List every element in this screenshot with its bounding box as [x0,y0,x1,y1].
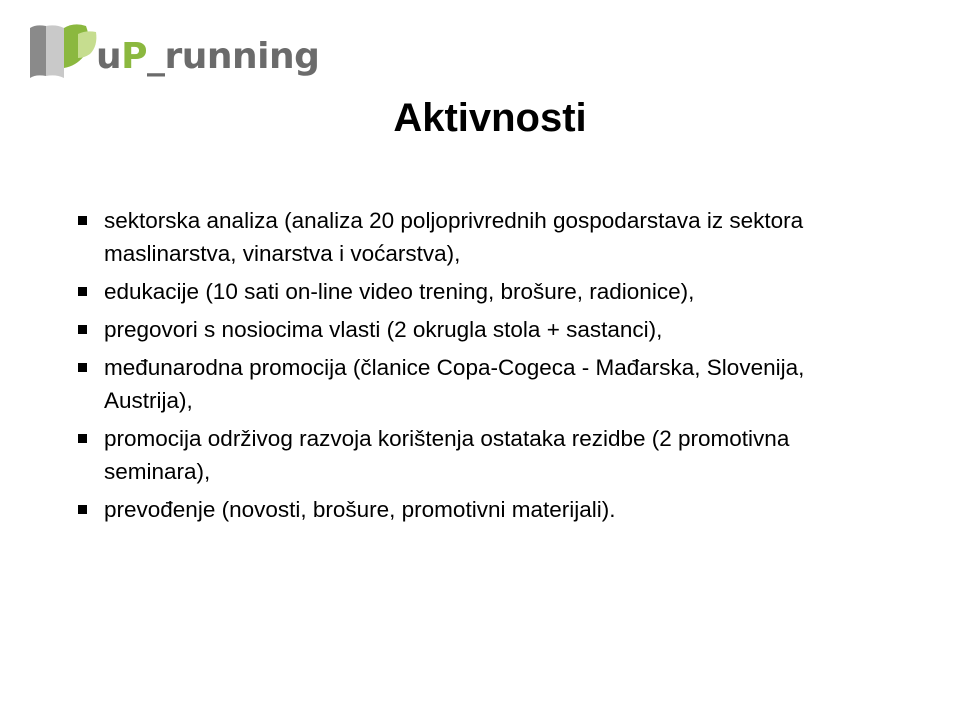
bullet-text: prevođenje (novosti, brošure, promotivni materijali). [104,497,616,522]
uprunning-wordmark [96,36,320,77]
bullet-item [74,493,814,526]
wordmark-prefix: u [96,36,122,77]
bullet-text: pregovori s nosiocima vlasti (2 okrugla stola + sastanci), [104,317,663,342]
bullet-text: sektorska analiza (analiza 20 poljoprivrednih gospodarstava iz sektora maslinarstva, vinarstva i voćarstva), [104,208,804,266]
bullet-item [74,351,814,417]
square-bullet-icon [78,287,87,296]
bullet-item [74,313,814,346]
bullet-text: edukacije (10 sati on-line video trening, brošure, radionice), [104,279,695,304]
bullet-item [74,275,814,308]
bullet-text: međunarodna promocija (članice Copa-Cogeca - Mađarska, Slovenija, Austrija), [104,355,805,413]
bullet-text: promocija održivog razvoja korištenja ostataka rezidbe (2 promotivna seminara), [104,426,790,484]
square-bullet-icon [78,505,87,514]
bullet-item [74,422,814,488]
bullet-item [74,204,814,270]
square-bullet-icon [78,216,87,225]
bullet-list [74,204,814,531]
square-bullet-icon [78,434,87,443]
uprunning-logo-mark-icon [26,20,100,80]
square-bullet-icon [78,325,87,334]
wordmark-accent: P [121,36,148,77]
slide-title: Aktivnosti [393,96,587,140]
square-bullet-icon [78,363,87,372]
uprunning-logo [26,14,319,80]
wordmark-suffix: _running [147,36,320,77]
